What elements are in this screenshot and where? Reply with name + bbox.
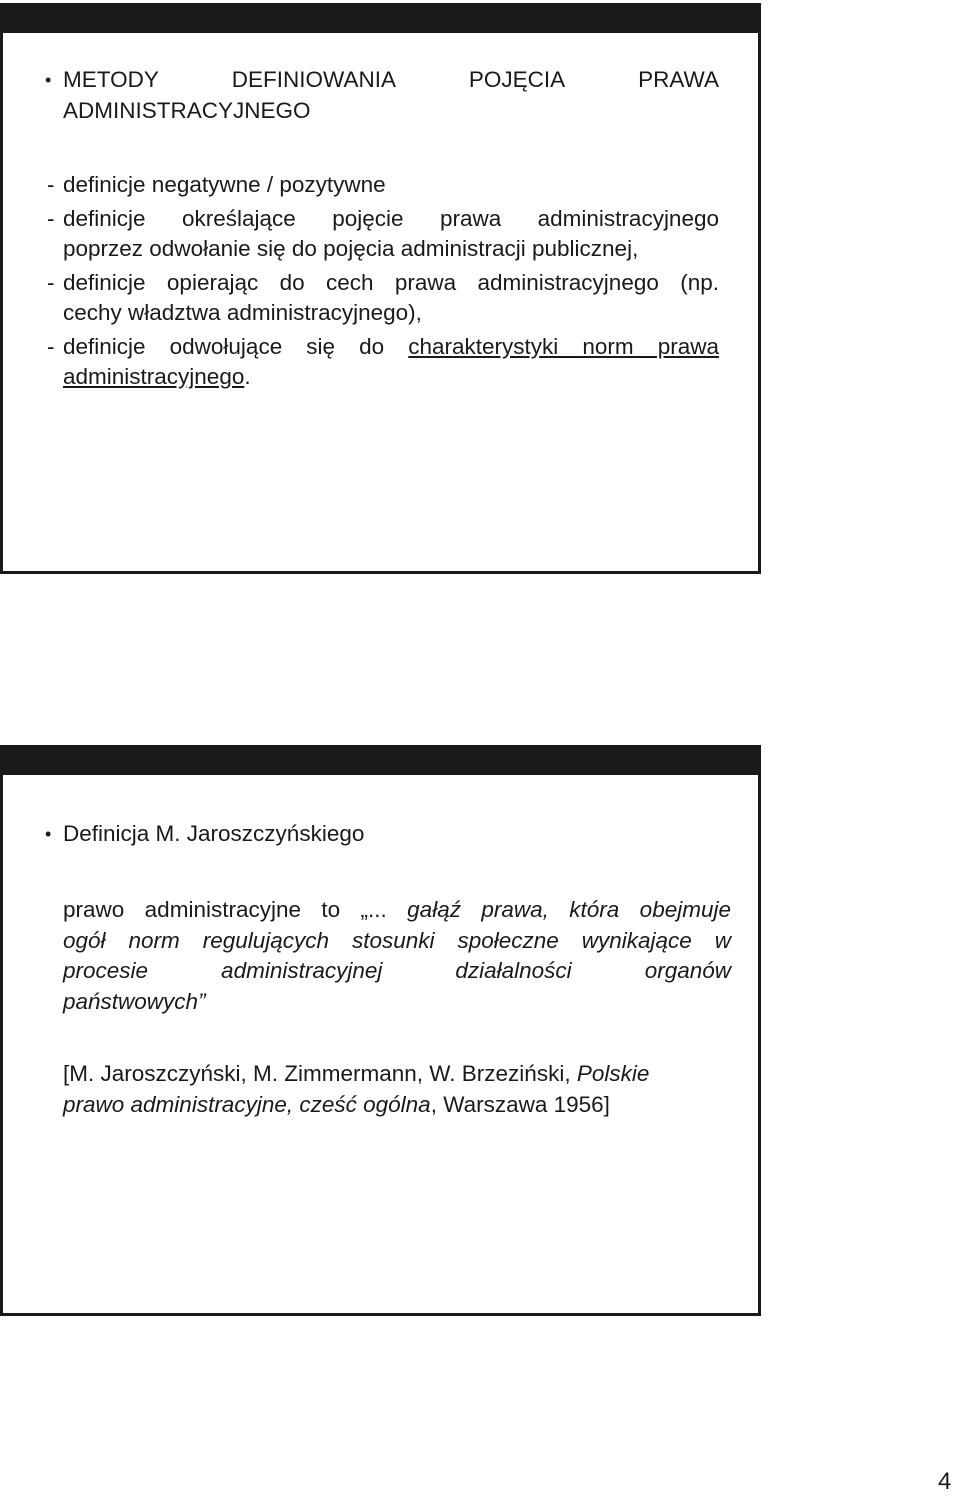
slide-header-bar — [0, 745, 761, 775]
list-item: - definicje określające pojęcie prawa administracyjnego poprzez odwołanie się do pojęcia administracji publicznej, — [47, 205, 719, 261]
bullet-icon: • — [45, 824, 52, 844]
slide-2 — [0, 745, 761, 1316]
slide-1 — [0, 3, 761, 574]
bullet-icon: • — [45, 70, 52, 90]
definition-methods-list — [47, 170, 719, 393]
page-number: 4 — [938, 1468, 952, 1495]
heading-line-1: METODY DEFINIOWANIA POJĘCIA PRAWA — [63, 67, 719, 92]
list-item: - definicje odwołujące się do charakterystyki norm prawa administracyjnego. — [47, 333, 719, 389]
slide-1-heading — [45, 65, 719, 126]
slide-header-bar — [0, 3, 761, 33]
list-item: - definicje negatywne / pozytywne — [47, 172, 386, 197]
heading-line-2: ADMINISTRACYJNEGO — [63, 97, 311, 123]
list-item: - definicje opierając do cech prawa administracyjnego (np. cechy władztwa administracyjnego), — [47, 269, 719, 325]
slide-2-heading: • Definicja M. Jaroszczyńskiego — [63, 819, 719, 850]
definition-quote: prawo administracyjne to „... gałąź prawa, która obejmuje ogół norm regulujących stosunki społeczne wynikające w procesie administracyjnej działalności organów państwowych” — [63, 897, 731, 1014]
citation: [M. Jaroszczyński, M. Zimmermann, W. Brzeziński, Polskie prawo administracyjne, cześć ogólna, Warszawa 1956] — [63, 1061, 650, 1117]
